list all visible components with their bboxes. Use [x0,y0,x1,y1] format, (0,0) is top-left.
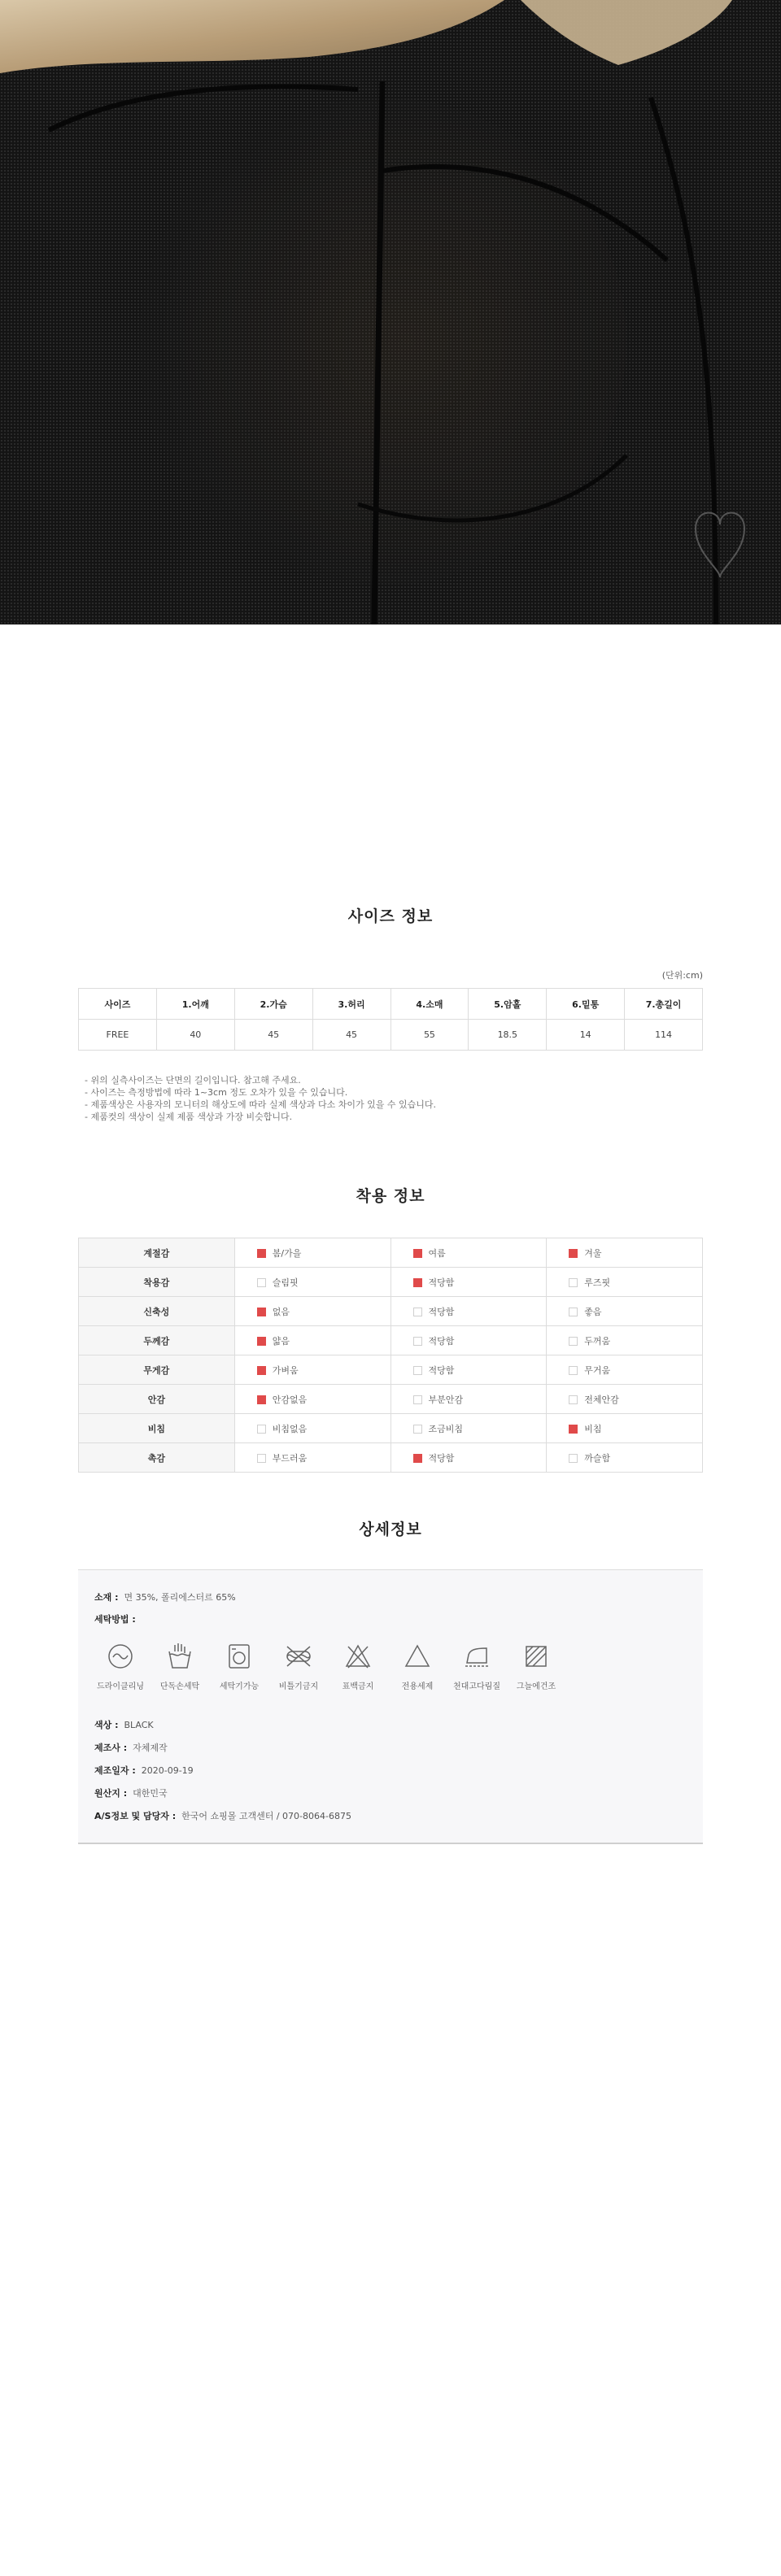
fit-option-label: 조금비침 [428,1423,464,1434]
color-label: 색상 : [94,1720,119,1730]
wash-row [94,1612,136,1625]
fit-row-label: 비침 [79,1414,235,1443]
iron-cloth-icon [462,1642,491,1671]
fit-option [547,1355,703,1385]
date-row [94,1764,194,1777]
checked-box [569,1425,578,1434]
material-row [94,1590,236,1603]
fit-option [234,1414,390,1443]
fit-row [79,1443,703,1473]
fit-row [79,1238,703,1268]
wash-icon-item [207,1642,272,1691]
fit-option-label: 적당함 [428,1335,455,1347]
detail-box [78,1569,703,1844]
wash-icon-item [147,1642,212,1691]
size-cell: 14 [547,1020,625,1051]
fit-row [79,1297,703,1326]
fit-option [234,1385,390,1414]
checked-box [257,1337,266,1346]
neutral-detergent-icon [403,1642,432,1671]
no-wring-icon [284,1642,313,1671]
fit-row-label: 안감 [79,1385,235,1414]
fit-option-label: 비침없음 [272,1423,308,1434]
size-note: - 제품색상은 사용자의 모니터의 해상도에 따라 실제 색상과 다소 차이가 있을 수 있습니다. [85,1099,436,1110]
fit-option-label: 두꺼움 [584,1335,611,1347]
size-cell: 18.5 [469,1020,547,1051]
fit-option [390,1268,547,1297]
size-header-cell: 6.밑통 [547,989,625,1020]
fit-option [390,1355,547,1385]
fit-option-label: 가벼움 [272,1364,299,1376]
fit-option-label: 얇음 [272,1335,290,1347]
fit-option [390,1385,547,1414]
wash-icon-item [504,1642,569,1691]
wash-icon-label: 전용세제 [401,1682,434,1691]
fit-option [547,1268,703,1297]
machine-wash-icon [225,1642,254,1671]
fit-option [234,1238,390,1268]
unchecked-box [569,1454,578,1463]
shade-dry-icon [521,1642,551,1671]
fit-option-label: 없음 [272,1306,290,1317]
size-note: - 위의 실측사이즈는 단면의 길이입니다. 참고해 주세요. [85,1075,301,1086]
as-row [94,1809,351,1822]
unchecked-box [257,1454,266,1463]
product-photo [0,0,781,624]
fit-row-label: 신축성 [79,1297,235,1326]
size-header-cell: 7.총길이 [625,989,703,1020]
fit-option-label: 겨울 [584,1247,602,1259]
size-note: - 제품컷의 색상이 실제 제품 색상과 가장 비슷합니다. [85,1112,293,1122]
hand-wash-icon [165,1642,194,1671]
size-table [78,988,703,1051]
unchecked-box [569,1308,578,1316]
wash-icons [88,1642,576,1707]
size-header-cell: 5.암홀 [469,989,547,1020]
date-label: 제조일자 : [94,1765,136,1776]
unchecked-box [569,1337,578,1346]
as-label: A/S정보 및 담당자 : [94,1811,177,1821]
fit-option-label: 비침 [584,1423,602,1434]
fit-option-label: 전체안감 [584,1394,619,1405]
fit-option-label: 봄/가을 [272,1247,302,1259]
fit-option-label: 슬림핏 [272,1277,299,1288]
fit-row [79,1414,703,1443]
date-value: 2020-09-19 [141,1765,194,1776]
size-header-cell: 3.허리 [312,989,390,1020]
size-cell: 114 [625,1020,703,1051]
fit-row-label: 착용감 [79,1268,235,1297]
fit-option-label: 루즈핏 [584,1277,611,1288]
checked-box [413,1278,422,1287]
unchecked-box [413,1425,422,1434]
fit-option-label: 적당함 [428,1364,455,1376]
fit-option-label: 부드러움 [272,1452,308,1464]
checked-box [569,1249,578,1258]
unchecked-box [413,1308,422,1316]
unchecked-box [413,1395,422,1404]
wash-icon-item [385,1642,450,1691]
size-note: - 사이즈는 측정방법에 따라 1~3cm 정도 오차가 있을 수 있습니다. [85,1087,348,1098]
size-table-row [79,1020,703,1051]
fit-option [390,1414,547,1443]
size-cell: 45 [234,1020,312,1051]
fit-row-label: 두께감 [79,1326,235,1355]
fit-option-label: 적당함 [428,1306,455,1317]
checked-box [257,1308,266,1316]
fit-option [390,1238,547,1268]
wash-icon-label: 세탁기가능 [219,1682,260,1691]
size-header-cell: 사이즈 [79,989,157,1020]
wash-icon-item [325,1642,390,1691]
fit-option [234,1268,390,1297]
checked-box [413,1454,422,1463]
origin-row [94,1786,168,1799]
fit-row-label: 촉감 [79,1443,235,1473]
size-cell: FREE [79,1020,157,1051]
detail-info-title: 상세정보 [359,1521,422,1538]
wash-icon-label: 천대고다림질 [453,1682,500,1691]
unchecked-box [413,1337,422,1346]
fit-option [547,1238,703,1268]
fit-option [234,1297,390,1326]
material-value: 면 35%, 폴리에스터르 65% [124,1592,236,1603]
unchecked-box [569,1278,578,1287]
fit-option-label: 적당함 [428,1452,455,1464]
origin-label: 원산지 : [94,1788,128,1799]
checked-box [257,1249,266,1258]
size-cell: 45 [312,1020,390,1051]
no-bleach-icon [343,1642,373,1671]
checked-box [257,1395,266,1404]
fit-option [390,1326,547,1355]
fit-row [79,1326,703,1355]
maker-row [94,1741,168,1754]
size-header-cell: 1.어깨 [156,989,234,1020]
dry-clean-icon [106,1642,135,1671]
fit-option-label: 까슬함 [584,1452,611,1464]
size-table-header [79,989,703,1020]
wash-icon-label: 그늘에건조 [516,1682,556,1691]
fit-option-label: 무거움 [584,1364,611,1376]
fit-table [78,1238,703,1473]
fit-option-label: 좋음 [584,1306,602,1317]
color-value: BLACK [124,1720,154,1730]
fit-option [234,1326,390,1355]
wash-icon-item [266,1642,331,1691]
size-header-cell: 4.소매 [390,989,469,1020]
origin-value: 대한민국 [133,1788,168,1799]
unchecked-box [569,1366,578,1375]
fit-option [234,1355,390,1385]
fit-option-label: 안감없음 [272,1394,308,1405]
unchecked-box [257,1278,266,1287]
unchecked-box [413,1366,422,1375]
fit-option [547,1443,703,1473]
fit-option [390,1443,547,1473]
fit-option [547,1326,703,1355]
as-value: 한국어 쇼핑몰 고객센터 / 070-8064-6875 [181,1811,351,1821]
checked-box [413,1249,422,1258]
size-info-title: 사이즈 정보 [347,907,434,925]
wash-icon-item [444,1642,509,1691]
unchecked-box [569,1395,578,1404]
fit-option [547,1297,703,1326]
size-cell: 55 [390,1020,469,1051]
unchecked-box [257,1425,266,1434]
wash-icon-label: 표백금지 [342,1682,374,1691]
size-notes [85,1074,703,1123]
fit-option [234,1443,390,1473]
fit-option-label: 적당함 [428,1277,455,1288]
wash-label: 세탁방법 : [94,1614,136,1625]
wash-icon-label: 비틀기금지 [278,1682,319,1691]
wash-icon-label: 단독손세탁 [159,1682,200,1691]
maker-label: 제조사 : [94,1743,128,1753]
fit-row-label: 계절감 [79,1238,235,1268]
fit-row [79,1355,703,1385]
wash-icon-item [88,1642,153,1691]
product-photo-illustration [0,0,781,624]
fit-row [79,1268,703,1297]
maker-value: 자체제작 [133,1743,168,1753]
size-header-cell: 2.가슴 [234,989,312,1020]
wash-icon-label: 드라이클리닝 [97,1682,144,1691]
fit-option-label: 여름 [428,1247,446,1259]
material-label: 소재 : [94,1592,119,1603]
fit-option [390,1297,547,1326]
fit-info-title: 착용 정보 [356,1187,425,1205]
color-row [94,1718,154,1731]
fit-option [547,1414,703,1443]
fit-option-label: 부분안감 [428,1394,464,1405]
fit-row [79,1385,703,1414]
fit-row-label: 무게감 [79,1355,235,1385]
fit-option [547,1385,703,1414]
unit-label: (단위:cm) [661,970,703,981]
size-cell: 40 [156,1020,234,1051]
checked-box [257,1366,266,1375]
